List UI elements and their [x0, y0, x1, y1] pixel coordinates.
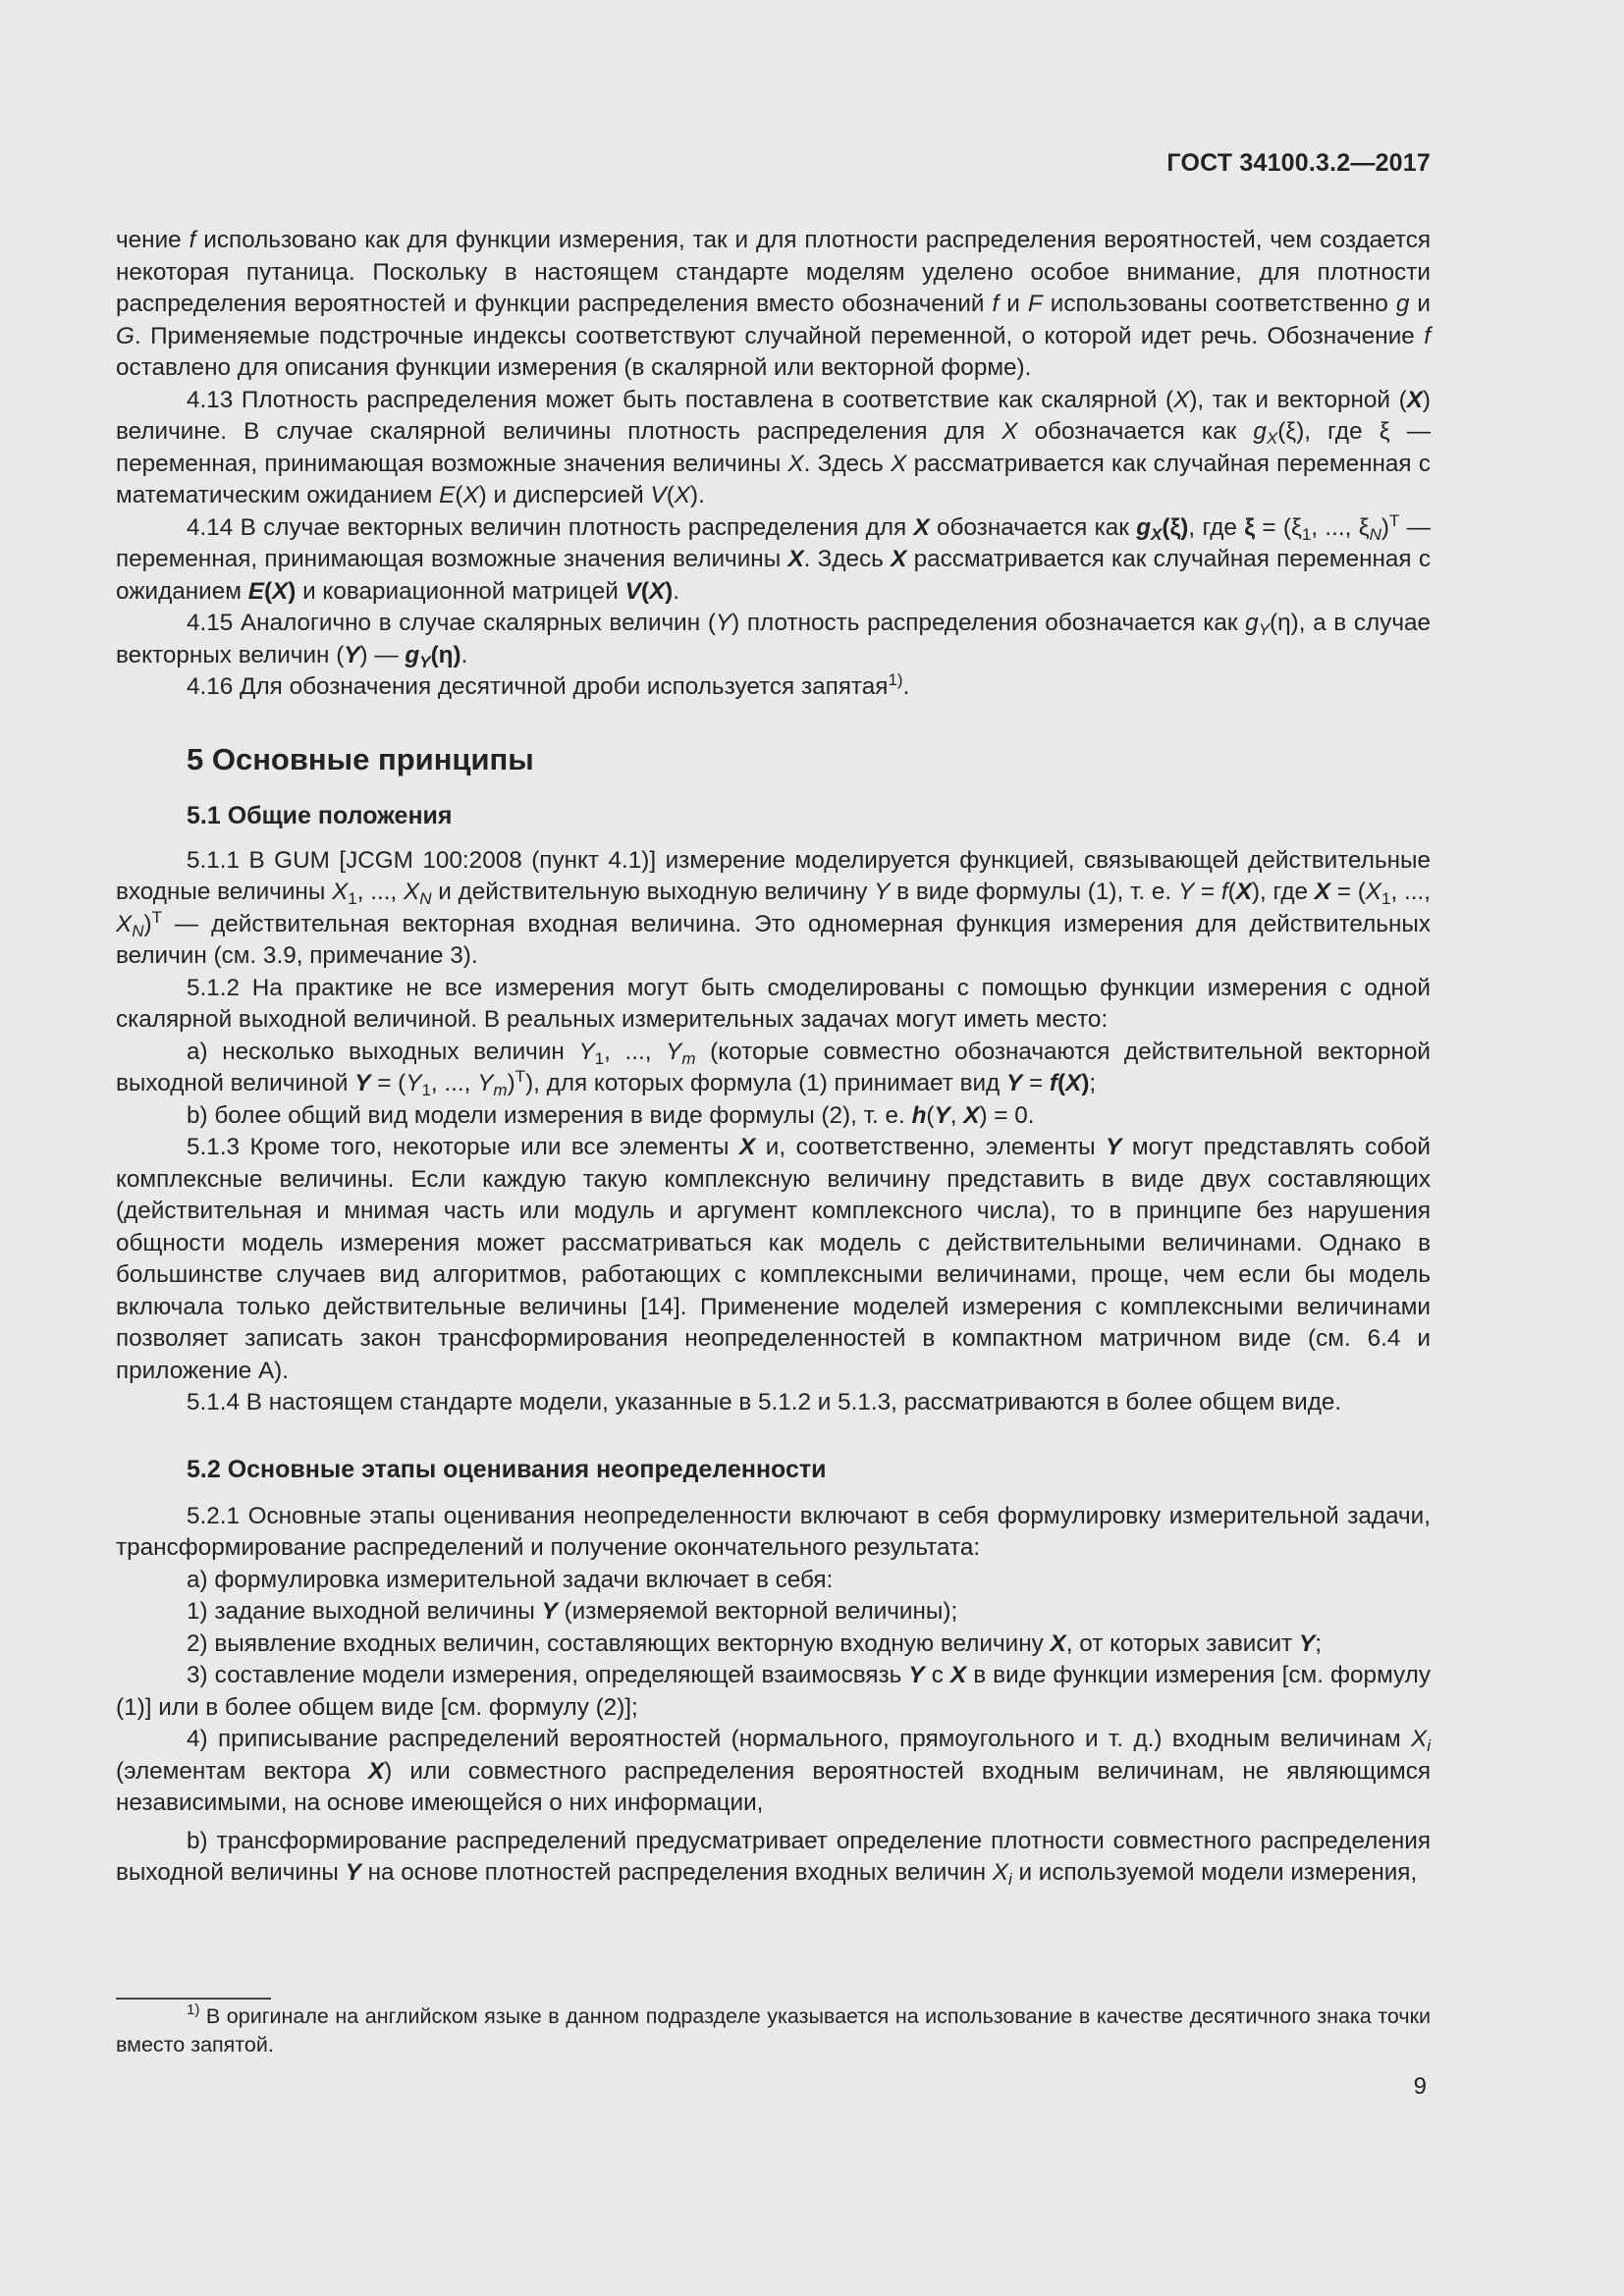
footnote-separator [116, 1998, 271, 2000]
paragraph-5-1-2: 5.1.2 На практике не все измерения могут быть смоделированы с помощью функции измерения с одной скалярной выходной величиной. В реальных измерительных задачах могут иметь место: [116, 974, 1431, 1033]
subsection-title-5-1: 5.1 Общие положения [187, 801, 453, 829]
footnote [116, 2002, 1431, 2059]
list-subitem-4: 4) приписывание распределений вероятностей (нормального, прямоугольного и т. д.) входным величинам $X_i$ (элементам вектора X) или совместного распределения вероятностей входным величинам, не являющимся независимыми, на основе имеющейся о них информации, [116, 1726, 1431, 1816]
footnote-text: В оригинале на английском языке в данном подразделе указывается на использование в качестве десятичного знака точки вместо запятой. [116, 2004, 1431, 2056]
list-item-b: b) более общий вид модели измерения в виде формулы (2), т. е. h(Y, X) = 0. [187, 1101, 1035, 1129]
paragraph-4-13: 4.13 Плотность распределения может быть поставлена в соответствие как скалярной (X), так и векторной (X) величине. В случае скалярной величины плотность распределения для X обозначается как $g_X(\xi)$, где ξ — переменная, принимающая возможные значения величины X. Здесь X рассматривается как случайная переменная с математическим ожиданием E(X) и дисперсией V(X). [116, 386, 1431, 508]
list-subitem-2: 2) выявление входных величин, составляющих векторную входную величину X, от которых зависит Y; [187, 1629, 1322, 1657]
page-number: 9 [1413, 2073, 1427, 2100]
list-item-a: a) несколько выходных величин $Y_1$, ..., $Y_m$ (которые совместно обозначаются действительной векторной выходной величиной $Y = (Y_1$, ..., $Y_m)^T$), для которых формула (1) принимает вид Y = f(X); [116, 1038, 1431, 1099]
list-item-a-formulation: a) формулировка измерительной задачи включает в себя: [187, 1566, 834, 1593]
section-title: 5 Основные принципы [187, 741, 534, 776]
list-subitem-3: 3) составление модели измерения, определяющей взаимосвязь Y с X в виде функции измерения [см. формулу (1)] или в более общем виде [см. формулу (2)]; [116, 1662, 1431, 1721]
paragraph-5-2-1: 5.2.1 Основные этапы оценивания неопределенности включают в себя формулировку измерительной задачи, трансформирование распределений и получение окончательного результата: [116, 1502, 1431, 1561]
paragraph-5-1-4: 5.1.4 В настоящем стандарте модели, указанные в 5.1.2 и 5.1.3, рассматриваются в более общем виде. [187, 1389, 1342, 1415]
paragraph-4-15: 4.15 Аналогично в случае скалярных величин (Y) плотность распределения обозначается как $g_Y(\eta)$, а в случае векторных величин (Y) — $g_Y(\eta)$. [116, 610, 1432, 671]
footnote-marker: 1) [187, 2002, 200, 2018]
page-body [116, 225, 1431, 1890]
paragraph-5-1-3: 5.1.3 Кроме того, некоторые или все элементы X и, соответственно, элементы Y могут представлять собой комплексные величины. Если каждую такую комплексную величину представить в виде двух составляющих (действительная и мнимая часть или модуль и аргумент комплексного числа), то в принципе без нарушения общности модель измерения может рассматриваться как модель с действительными величинами. Однако в большинстве случаев вид алгоритмов, работающих с комплексными величинами, проще, чем если бы модель включала только действительные величины [14]. Применение моделей измерения с комплексными величинами позволяет записать закон трансформирования неопределенностей в компактном матричном виде (см. 6.4 и приложение А). [116, 1134, 1432, 1384]
list-item-b-transformation: b) трансформирование распределений предусматривает определение плотности совместного распределения выходной величины Y на основе плотностей распределения входных величин $X_i$ и используемой модели измерения, [116, 1827, 1431, 1889]
subsection-title-5-2: 5.2 Основные этапы оценивания неопределенности [187, 1455, 827, 1483]
paragraph-4-16: 4.16 Для обозначения десятичной дроби используется запятая$^{1)}$. [187, 670, 910, 700]
document-code: ГОСТ 34100.3.2—2017 [1166, 149, 1431, 177]
paragraph-intro-continuation: чение f использовано как для функции измерения, так и для плотности распределения вероятностей, чем создается некоторая путаница. Поскольку в настоящем стандарте моделям уделено особое внимание, для плотности распределения вероятностей и функции распределения вместо обозначений f и F использованы соответственно g и G. Применяемые подстрочные индексы соответствуют случайной переменной, о которой идет речь. Обозначение f оставлено для описания функции измерения (в скалярной или векторной форме). [116, 227, 1431, 381]
paragraph-5-1-1: 5.1.1 В GUM [JCGM 100:2008 (пункт 4.1)] измерение моделируется функцией, связывающей действительные входные величины $X_1$, ..., $X_N$ и действительную выходную величину Y в виде формулы (1), т. е. Y = f(X), где $X = (X_1$, ..., $X_N)^T$ — действительная векторная входная величина. Это одномерная функция измерения для действительных величин (см. 3.9, примечание 3). [116, 846, 1431, 969]
list-subitem-1: 1) задание выходной величины Y (измеряемой векторной величины); [187, 1598, 958, 1625]
paragraph-4-14: 4.14 В случае векторных величин плотность распределения для X обозначается как $g_X(\xi)$, где $\xi = (\xi_1$, ..., $\xi_N)^T$ — переменная, принимающая возможные значения величины X. Здесь X рассматривается как случайная переменная с ожиданием E(X) и ковариационной матрицей V(X). [116, 510, 1431, 605]
